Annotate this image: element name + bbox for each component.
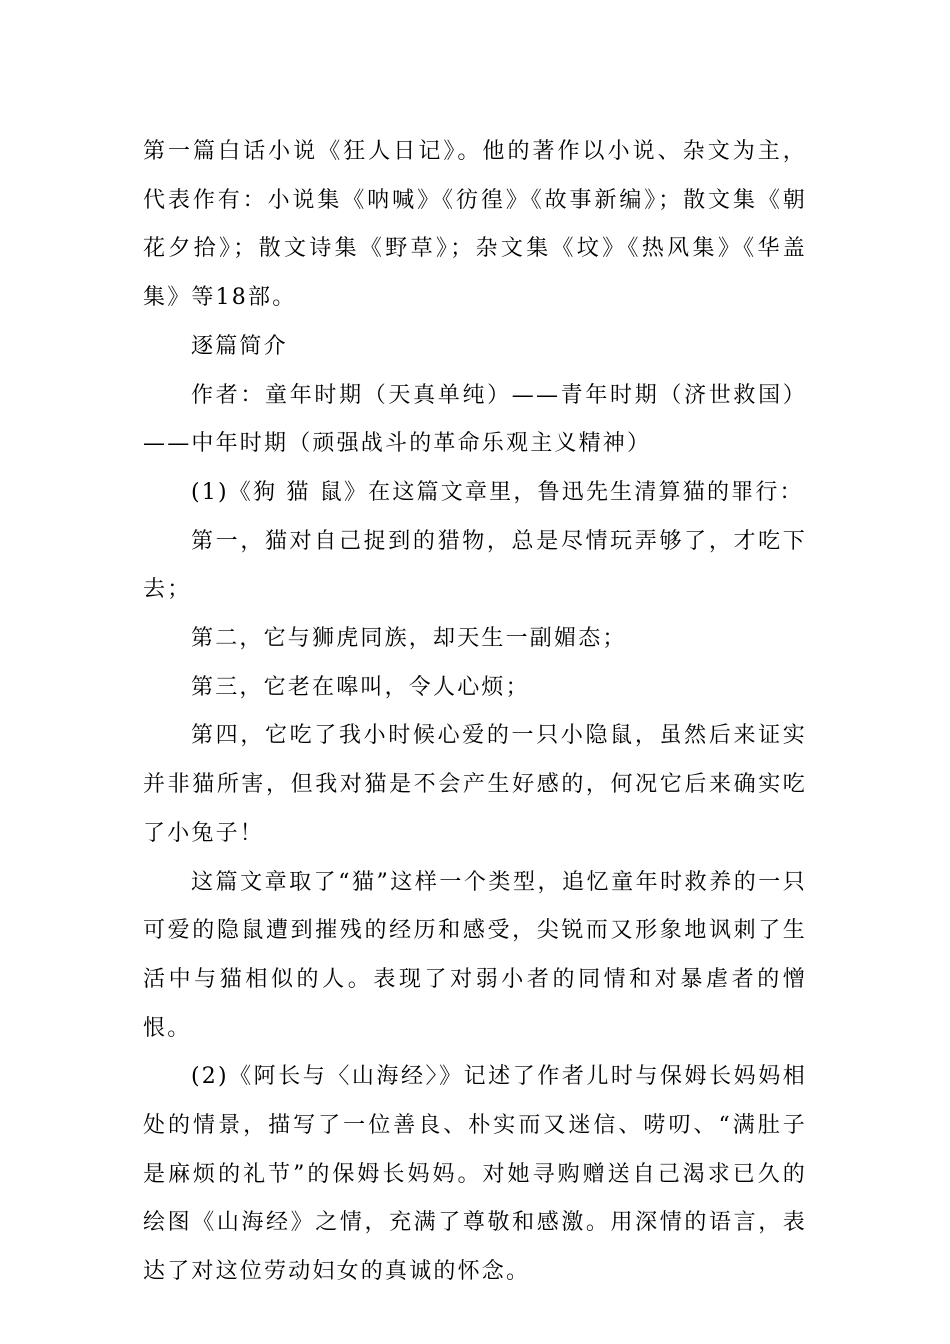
paragraph-summary-cat: 这篇文章取了“猫”这样一个类型，追忆童年时救养的一只可爱的隐鼠遭到摧残的经历和感受，尖锐而又形象地讽刺了生活中与猫相似的人。表现了对弱小者的同情和对暴虐者的憎恨。 [143,869,807,1041]
paragraph-crime-1: 第一，猫对自己捉到的猎物，总是尽情玩弄够了，才吃下去； [143,528,807,603]
paragraph-author-periods: 作者：童年时期（天真单纯）——青年时期（济世救国）——中年时期（顽强战斗的革命乐观主义精神） [143,382,807,457]
paragraph-crime-2: 第二，它与狮虎同族，却天生一副媚态； [191,626,627,652]
paragraph-crime-4: 第四，它吃了我小时候心爱的一只小隐鼠，虽然后来证实并非猫所害，但我对猫是不会产生好感的，何况它后来确实吃了小兔子！ [143,723,807,846]
paragraph-ah-chang: (2)《阿长与〈山海经〉》记述了作者儿时与保姆长妈妈相处的情景，描写了一位善良、朴实而又迷信、唠叨、“满肚子是麻烦的礼节”的保姆长妈妈。对她寻购赠送自己渴求已久的绘图《山海经》之情，充满了尊敬和感激。用深情的语言，表达了对这位劳动妇女的真诚的怀念。 [143,1064,807,1285]
document-body [143,128,807,1297]
paragraph-dog-cat-mouse: (1)《狗 猫 鼠》在这篇文章里，鲁迅先生清算猫的罪行： [191,479,804,505]
paragraph-crime-3: 第三，它老在嗥叫，令人心烦； [191,674,530,700]
paragraph-author-works: 第一篇白话小说《狂人日记》。他的著作以小说、杂文为主，代表作有：小说集《呐喊》《彷徨》《故事新编》；散文集《朝花夕拾》；散文诗集《野草》；杂文集《坟》《热风集》《华盖集》等18部。 [143,139,807,311]
section-heading: 逐篇简介 [191,333,288,359]
